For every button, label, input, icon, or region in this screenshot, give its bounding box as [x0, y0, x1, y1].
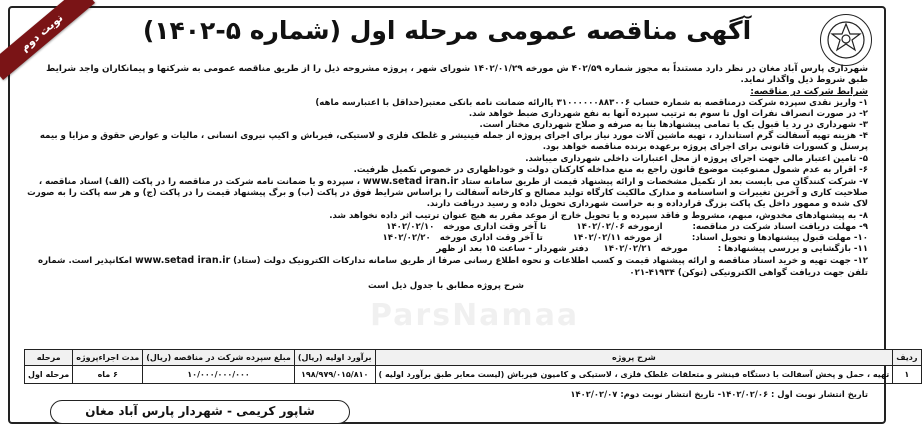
- cell-description: تهیه ، حمل و پخش آسفالت با دستگاه فینشر و متعلقات غلطک فلزی ، لاستیکی و کامیون فیرباش (لیست معابر طبق برآورد اولیه ): [375, 366, 893, 384]
- condition-item: ۲- در صورت انصراف نفرات اول تا سوم به ترتیب سپرده آنها به نفع شهرداری ضبط خواهد شد.: [468, 108, 868, 119]
- setad-website-link[interactable]: www.setad iran.ir: [363, 176, 459, 188]
- header-estimate: برآورد اولیه (ریال): [294, 350, 375, 366]
- condition-item: ۴- هزینه تهیه آسفالت گرم استاندارد ، تهیه ماشین آلات مورد نیاز برای اجرای پروژه از جمله فینیشر و غلطک فلزی و لاستیکی، فیرباش و اکیپ نیروی انسانی ، مالیات و عوارض حقوق و مزایا و بیمه پرسنل و کسورات قانونی برای اجرای پروژه برعهده برنده مناقصه خواهد بود.: [39, 131, 868, 153]
- second-publication-ribbon: نوبت دوم: [0, 0, 95, 80]
- condition-12-before: ۱۲- جهت تهیه و خرید اسناد مناقصه و ارائه پیشنهاد قیمت و کسب اطلاعات و نحوه اطلاع رسانی صرفا از طریق سامانه تدارکات الکترونیک دولت (ستاد): [230, 256, 868, 267]
- header-description: شرح پروژه: [375, 350, 893, 366]
- condition-item: ۶- اقرار به عدم شمول ممنوعیت موضوع قانون راجع به منع مداخله کارکنان دولت و خوداظهاری در خصوص تکمیل ظرفیت.: [353, 164, 868, 175]
- organization-name: شهرداری پارس آباد مغان: [759, 64, 868, 74]
- project-table: [24, 349, 922, 384]
- cell-deposit: ۱۰/۰۰۰/۰۰۰/۰۰۰: [143, 366, 295, 384]
- watermark-text: ParsNamaa: [370, 298, 580, 333]
- table-row: [25, 366, 922, 384]
- cell-estimate: ۱۹۸/۹۷۹/۰۱۵/۸۱۰: [294, 366, 375, 384]
- municipality-emblem-icon: [820, 14, 872, 66]
- header-row-number: ردیف: [893, 350, 921, 366]
- notice-title: آگهی مناقصه عمومی مرحله اول (شماره ۵-۱۴۰۲): [142, 16, 752, 45]
- condition-item: ۵- تامین اعتبار مالی جهت اجرای پروژه از محل اعتبارات داخلی شهرداری میباشد.: [525, 153, 868, 164]
- condition-item: [24, 255, 868, 278]
- table-header-row: [25, 350, 922, 366]
- header-deposit: مبلغ سپرده شرکت در مناقصه (ریال): [143, 350, 295, 366]
- notice-frame: [8, 6, 918, 424]
- condition-12-after: امکانپذیر است. شماره تلفن جهت دریافت گواهی الکترونیکی (توکن) ۴۱۹۳۴-۰۲۱: [38, 256, 868, 278]
- notice-body: [24, 64, 868, 292]
- cell-duration: ۶ ماه: [73, 366, 143, 384]
- header-stage: مرحله: [25, 350, 73, 366]
- publication-dates: تاریخ انتشار نوبت اول : ۱۴۰۲/۰۲/۰۶- تاریخ انتشار نوبت دوم: ۱۴۰۲/۰۲/۰۷: [570, 389, 868, 399]
- intro-paragraph: [24, 64, 868, 86]
- mayor-signature: شاپور کریمی - شهردار پارس آباد مغان: [50, 400, 350, 424]
- conditions-heading: شرایط شرکت در مناقصه:: [750, 86, 868, 98]
- condition-item: ۱۱- بازگشایی و بررسی پیشنهادها : مورخه ۱۴۰۲/۰۲/۲۱ دفتر شهردار - ساعت ۱۵ بعد از ظهر: [436, 244, 868, 255]
- table-caption: شرح پروژه مطابق با جدول ذیل است: [368, 280, 524, 291]
- condition-item: ۹- مهلت دریافت اسناد شرکت در مناقصه: ازمورخه ۱۴۰۲/۰۲/۰۶ تا آخر وقت اداری مورخه ۱۴۰۲/۰۲/۱۰: [386, 221, 868, 232]
- cell-row-number: ۱: [893, 366, 921, 384]
- condition-item: [24, 176, 868, 211]
- condition-item: ۳- شهرداری در رد یا قبول یک یا تمامی پیشنهادها بنا به صرفه و صلاح شهرداری مختار است.: [479, 120, 868, 131]
- condition-7-before: ۷- شرکت کنندگان می بایست بعد از تکمیل مشخصات و ارائه پیشنهاد قیمت از طریق سامانه ستاد: [458, 177, 868, 188]
- condition-7-after: ، سپرده و یا ضمانت نامه شرکت در مناقصه را در پاکت (الف) اسناد مناقصه ، صلاحیت کاری و آخرین تغییرات و اساسنامه و مدارک مالکیت کارگاه تولید مصالح و کارخانه آسفالت را براساس شرایط فوق در پاکت (ب) و برگ پیشنهاد قیمت را در پاکت (ج) و هر سه پاکت را به صورت لاک شده و ممهور داخل یک پاکت بزرگ قرارداده و به حراست شهرداری تحویل داده و رسید دریافت دارند.: [27, 177, 868, 210]
- condition-item: ۸- به پیشنهادهای مخدوش، مبهم، مشروط و فاقد سپرده و یا تحویل خارج از موعد مقرر به هیچ عنوان ترتیب اثر داده نخواهد شد.: [329, 210, 868, 221]
- condition-item: ۱- واریز نقدی سپرده شرکت درمناقصه به شماره حساب ۳۱۰۰۰۰۰۰۸۸۳۰۰۶ یاارائه ضمانت نامه بانکی معتبر(حداقل با اعتبارسه ماهه): [315, 97, 868, 108]
- header-duration: مدت اجراءپروژه: [73, 350, 143, 366]
- intro-text: در نظر دارد مستنداً به مجوز شماره ۴۰۲/۵۹ ش مورخه ۱۴۰۲/۰۱/۲۹ شورای شهر ، پروژه مشروحه ذیل را از طریق مناقصه عمومی به شرکتها و پیمانکاران واجد شرایط طبق شروط ذیل واگذار نماید.: [46, 64, 868, 86]
- setad-website-link[interactable]: www.setad iran.ir: [134, 255, 231, 267]
- cell-stage: مرحله اول: [25, 366, 73, 384]
- condition-item: ۱۰- مهلت قبول پیشنهادها و تحویل اسناد: از مورخه ۱۴۰۲/۰۲/۱۱ تا آخر وقت اداری مورخه ۱۴۰۲/۰۲/۲۰: [382, 233, 868, 244]
